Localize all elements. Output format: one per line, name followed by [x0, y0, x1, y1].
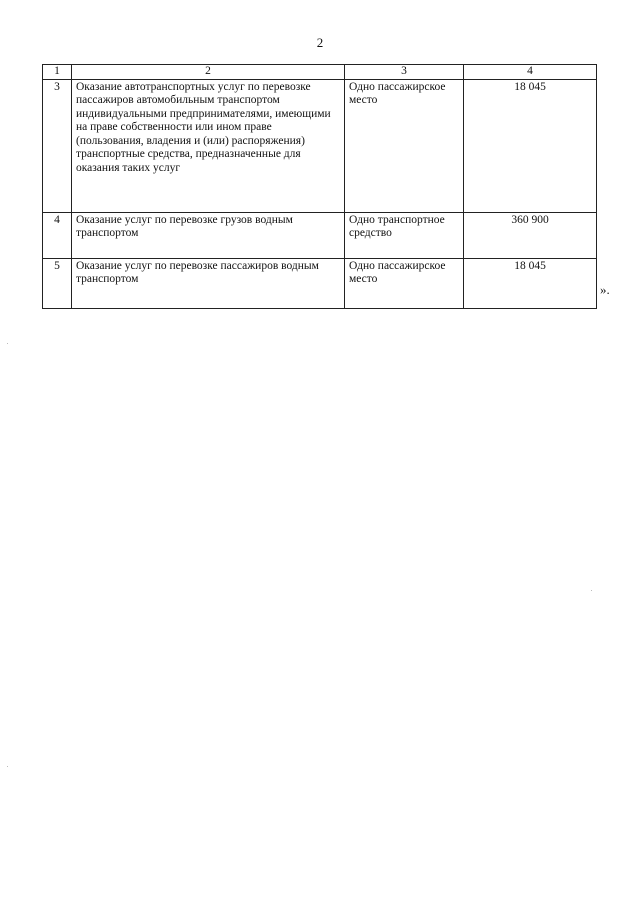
rate-value: 360 900 — [464, 212, 597, 258]
header-cell-1: 1 — [43, 65, 72, 80]
row-number: 3 — [43, 79, 72, 212]
table-header-row — [43, 65, 597, 80]
unit-of-measure: Одно пассажирское место — [345, 79, 464, 212]
header-cell-3: 3 — [345, 65, 464, 80]
unit-of-measure: Одно пассажирское место — [345, 258, 464, 308]
rate-value: 18 045 — [464, 79, 597, 212]
table-row — [43, 258, 597, 308]
table-row — [43, 212, 597, 258]
closing-quote: ». — [600, 282, 610, 297]
service-description: Оказание автотранспортных услуг по перевозке пассажиров автомобильным транспортом индивидуальными предпринимателями, имеющими на праве собственности или ином праве (пользования, владения и (или) распоряжения) транспортные средства, предназначенные для оказания таких услуг — [72, 79, 345, 212]
tax-rate-table — [42, 64, 597, 309]
header-cell-4: 4 — [464, 65, 597, 80]
row-number: 4 — [43, 212, 72, 258]
service-description: Оказание услуг по перевозке грузов водным транспортом — [72, 212, 345, 258]
scan-speck — [7, 766, 8, 767]
unit-of-measure: Одно транспортное средство — [345, 212, 464, 258]
row-number: 5 — [43, 258, 72, 308]
service-description: Оказание услуг по перевозке пассажиров водным транспортом — [72, 258, 345, 308]
scan-speck — [591, 590, 592, 591]
table-row — [43, 79, 597, 212]
rate-value: 18 045 — [464, 258, 597, 308]
scan-speck — [7, 343, 8, 344]
header-cell-2: 2 — [72, 65, 345, 80]
page-number: 2 — [316, 35, 324, 50]
